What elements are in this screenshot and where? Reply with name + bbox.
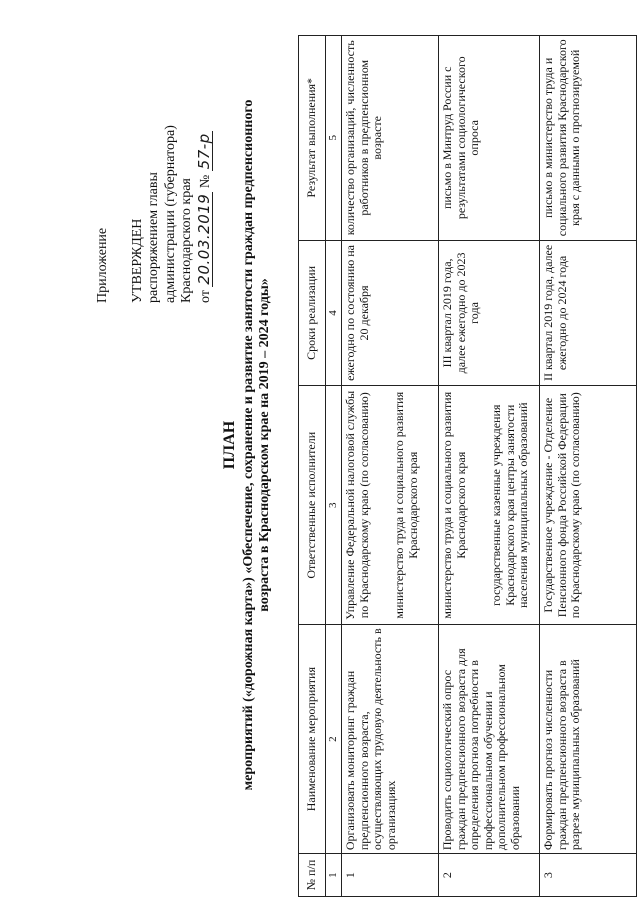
title-line-3: возраста в Краснодарском крае на 2019 – 2024 годы» [257,278,272,612]
row-name: Проводить социологический опрос граждан предпенсионного возраста для определения прогноза потребности в профессиональном обучении и дополнительном профессиональном образовании [439,625,540,854]
responsible-a: Управление Федеральной налоговой службы по Краснодарскому краю (по согласованию) [343,390,371,620]
document-title [222,55,274,835]
row-responsible [439,386,540,625]
row-term: II квартал 2019 года, далее ежегодно до 2024 года [540,240,637,386]
date-prefix: от [197,290,213,303]
col-number: 2 [325,625,342,854]
header-result: Результат выполнения* [299,36,326,241]
number-sign: № [197,174,213,189]
row-name: Формировать прогноз численности граждан предпенсионного возраста в разрезе муниципальных образований [540,625,637,854]
plan-table-wrapper [298,35,637,897]
row-result: письмо в министерство труда и социального развития Краснодарского края с данными о прогнозируемой [540,36,637,241]
row-term: III квартал 2019 года, далее ежегодно до 2023 года [439,240,540,386]
table-row [540,36,637,897]
row-result: количество организаций, численность работников в предпенсионном возрасте [342,36,439,241]
table-row [439,36,540,897]
responsible-a: министерство труда и социального развития Краснодарского края [440,391,468,619]
approved-label: УТВЕРЖДЕН [129,218,145,303]
col-number: 4 [325,240,342,386]
header-term: Сроки реализации [299,240,326,386]
handwritten-date: 20.03.2019 [194,193,213,285]
responsible-a: Государственное учреждение - Отделение Пенсионного фонда Российской Федерации по Краснодарскому краю (по согласованию) [541,392,582,619]
header-index: № п/п [299,854,326,897]
title-line-2: мероприятий («дорожная карта») «Обеспечение, сохранение и развитие занятости граждан предпенсионного [240,99,256,791]
plan-table [298,35,637,897]
row-term: ежегодно по состоянию на 20 декабря [342,240,439,386]
col-number: 3 [325,386,342,625]
appendix-label: Приложение [95,227,110,303]
approval-block [95,43,214,303]
responsible-b: министерство труда и социального развития Краснодарского края [392,391,420,619]
title-plan: ПЛАН [221,420,238,470]
col-number: 5 [325,36,342,241]
row-index: 3 [540,854,637,897]
row-responsible [342,386,439,625]
row-index: 1 [342,854,439,897]
row-result: письмо в Минтруд России с результатами социологического опроса [439,36,540,241]
col-number: 1 [325,854,342,897]
approval-line-3: Краснодарского края [179,178,194,303]
approval-line-1: распоряжением главы [146,172,161,303]
approval-line-2: администрации (губернатора) [162,125,178,303]
table-row [342,36,439,897]
header-name: Наименование мероприятия [299,625,326,854]
row-name: Организовать мониторинг граждан предпенсионного возраста, осуществляющих трудовую деятельность в организациях [342,625,439,854]
column-number-row [325,36,342,897]
header-responsible: Ответственные исполнители [299,386,326,625]
row-index: 2 [439,854,540,897]
approval-date-line [196,43,215,303]
table-header-row [299,36,326,897]
row-responsible [540,386,637,625]
responsible-b: государственные казенные учреждения Краснодарского края центры занятости населения муниципальных образований [489,402,530,608]
handwritten-number: 57-р [194,133,213,170]
